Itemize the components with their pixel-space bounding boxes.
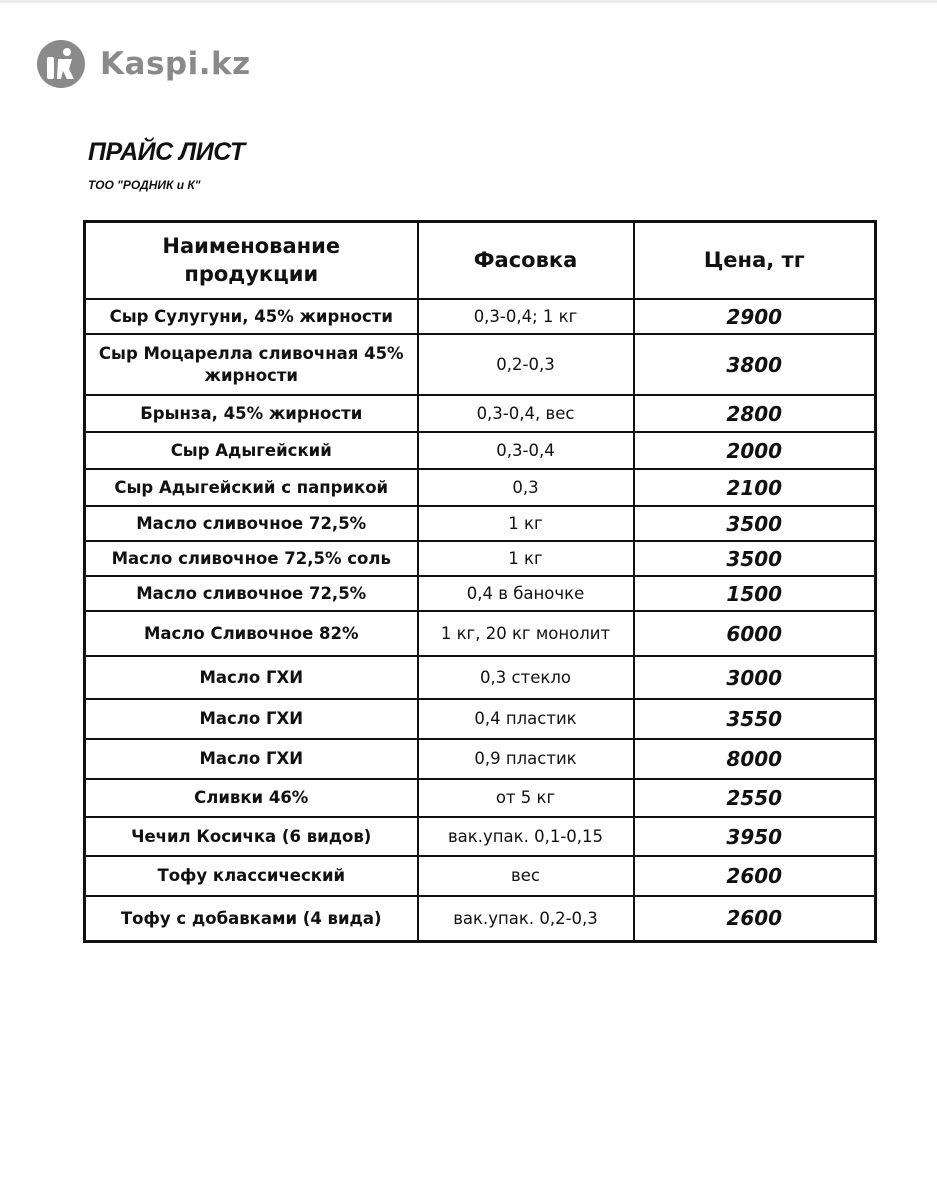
product-name-cell: Тофу классический: [85, 856, 418, 896]
table-row: [85, 469, 876, 506]
packing-cell: 0,3-0,4: [418, 432, 634, 469]
price-cell: 8000: [634, 739, 876, 779]
table-row: [85, 699, 876, 739]
header-packing: Фасовка: [418, 222, 634, 300]
page-title: ПРАЙС ЛИСТ: [88, 138, 245, 166]
packing-cell: вак.упак. 0,1-0,15: [418, 817, 634, 856]
price-table: [83, 220, 877, 943]
price-cell: 3000: [634, 656, 876, 699]
packing-cell: вес: [418, 856, 634, 896]
price-cell: 3800: [634, 334, 876, 395]
header-name: Наименование продукции: [85, 222, 418, 300]
product-name-cell: Сливки 46%: [85, 779, 418, 817]
price-cell: 2100: [634, 469, 876, 506]
product-name-cell: Сыр Адыгейский с паприкой: [85, 469, 418, 506]
packing-cell: 0,9 пластик: [418, 739, 634, 779]
table-row: [85, 739, 876, 779]
top-divider: [0, 0, 937, 3]
table-row: [85, 611, 876, 656]
product-name-cell: Сыр Моцарелла сливочная 45% жирности: [85, 334, 418, 395]
packing-cell: 0,3-0,4, вес: [418, 395, 634, 432]
price-cell: 2900: [634, 299, 876, 334]
table-row: [85, 817, 876, 856]
table-row: [85, 432, 876, 469]
table-row: [85, 395, 876, 432]
table-row: [85, 896, 876, 941]
packing-cell: 0,4 пластик: [418, 699, 634, 739]
packing-cell: 1 кг: [418, 541, 634, 576]
product-name-cell: Масло ГХИ: [85, 656, 418, 699]
packing-cell: 1 кг, 20 кг монолит: [418, 611, 634, 656]
price-cell: 2000: [634, 432, 876, 469]
packing-cell: 1 кг: [418, 506, 634, 541]
price-cell: 3550: [634, 699, 876, 739]
table-header-row: [85, 222, 876, 300]
price-cell: 6000: [634, 611, 876, 656]
table-row: [85, 334, 876, 395]
product-name-cell: Масло сливочное 72,5%: [85, 506, 418, 541]
product-name-cell: Тофу с добавками (4 вида): [85, 896, 418, 941]
product-name-cell: Масло ГХИ: [85, 739, 418, 779]
price-cell: 3950: [634, 817, 876, 856]
packing-cell: 0,3-0,4; 1 кг: [418, 299, 634, 334]
price-cell: 2600: [634, 896, 876, 941]
brand-header: [36, 38, 251, 90]
packing-cell: 0,3: [418, 469, 634, 506]
table-row: [85, 856, 876, 896]
price-cell: 2800: [634, 395, 876, 432]
product-name-cell: Масло Сливочное 82%: [85, 611, 418, 656]
packing-cell: 0,4 в баночке: [418, 576, 634, 611]
packing-cell: 0,2-0,3: [418, 334, 634, 395]
brand-name: Kaspi.kz: [100, 46, 251, 82]
price-cell: 1500: [634, 576, 876, 611]
price-cell: 3500: [634, 506, 876, 541]
packing-cell: вак.упак. 0,2-0,3: [418, 896, 634, 941]
kaspi-logo-icon: [36, 39, 86, 89]
price-cell: 3500: [634, 541, 876, 576]
table-row: [85, 299, 876, 334]
table-row: [85, 779, 876, 817]
header-price: Цена, тг: [634, 222, 876, 300]
price-cell: 2550: [634, 779, 876, 817]
table-row: [85, 506, 876, 541]
product-name-cell: Брынза, 45% жирности: [85, 395, 418, 432]
table-row: [85, 541, 876, 576]
table-row: [85, 576, 876, 611]
product-name-cell: Масло ГХИ: [85, 699, 418, 739]
packing-cell: от 5 кг: [418, 779, 634, 817]
product-name-cell: Масло сливочное 72,5% соль: [85, 541, 418, 576]
product-name-cell: Сыр Сулугуни, 45% жирности: [85, 299, 418, 334]
product-name-cell: Сыр Адыгейский: [85, 432, 418, 469]
table-row: [85, 656, 876, 699]
product-name-cell: Чечил Косичка (6 видов): [85, 817, 418, 856]
packing-cell: 0,3 стекло: [418, 656, 634, 699]
company-name: ТОО "РОДНИК и К": [88, 178, 201, 192]
price-cell: 2600: [634, 856, 876, 896]
product-name-cell: Масло сливочное 72,5%: [85, 576, 418, 611]
